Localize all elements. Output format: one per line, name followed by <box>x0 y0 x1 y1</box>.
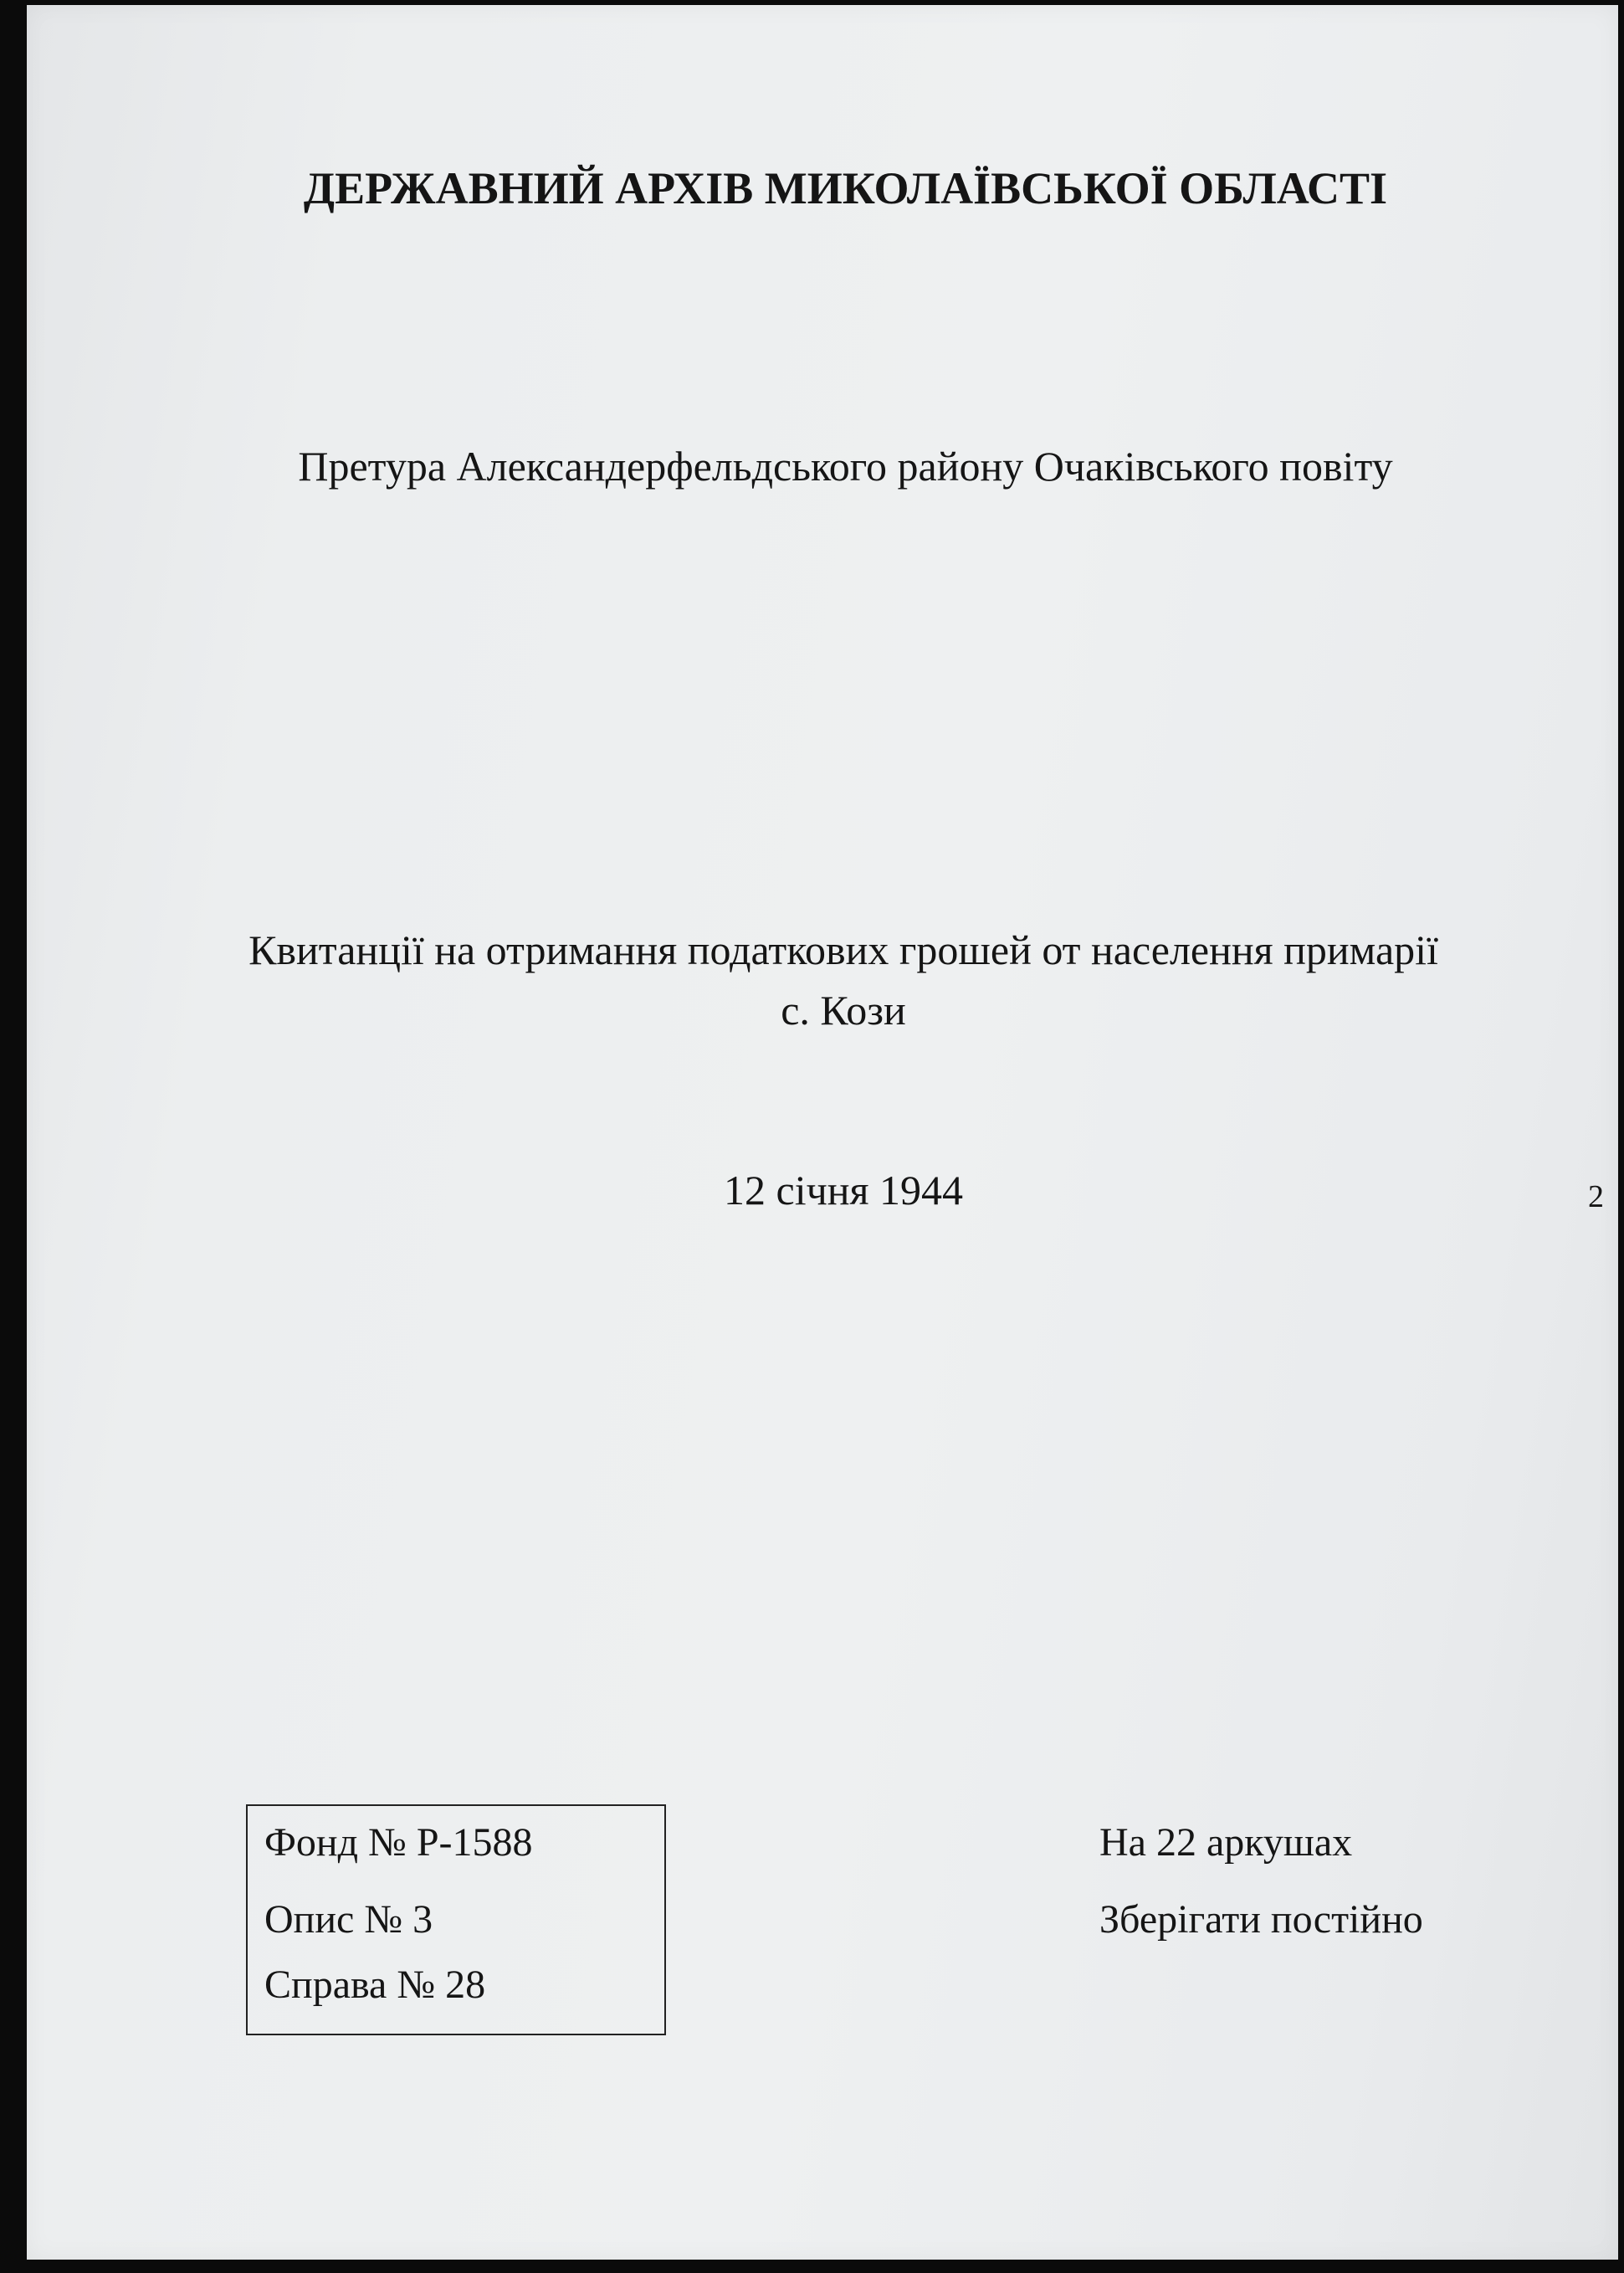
case-title-line-1: Квитанції на отримання податкових грошей от населення примарії <box>248 926 1438 973</box>
sprava-number: Справа № 28 <box>264 1963 486 2007</box>
document-page <box>27 5 1618 2260</box>
institution-name: Претура Александерфельдського району Очаківського повіту <box>298 443 1393 490</box>
page-number: 2 <box>1588 1179 1604 1214</box>
sheets-count: На 22 аркушах <box>1099 1820 1353 1865</box>
case-title-line-2: с. Кози <box>781 987 906 1034</box>
storage-term: Зберігати постійно <box>1099 1897 1423 1942</box>
opys-number: Опис № 3 <box>264 1897 433 1942</box>
case-date: 12 січня 1944 <box>724 1167 963 1213</box>
archive-reference-box <box>246 1804 666 2035</box>
fond-number: Фонд № Р-1588 <box>264 1820 533 1865</box>
archive-name: ДЕРЖАВНИЙ АРХІВ МИКОЛАЇВСЬКОЇ ОБЛАСТІ <box>303 163 1388 213</box>
